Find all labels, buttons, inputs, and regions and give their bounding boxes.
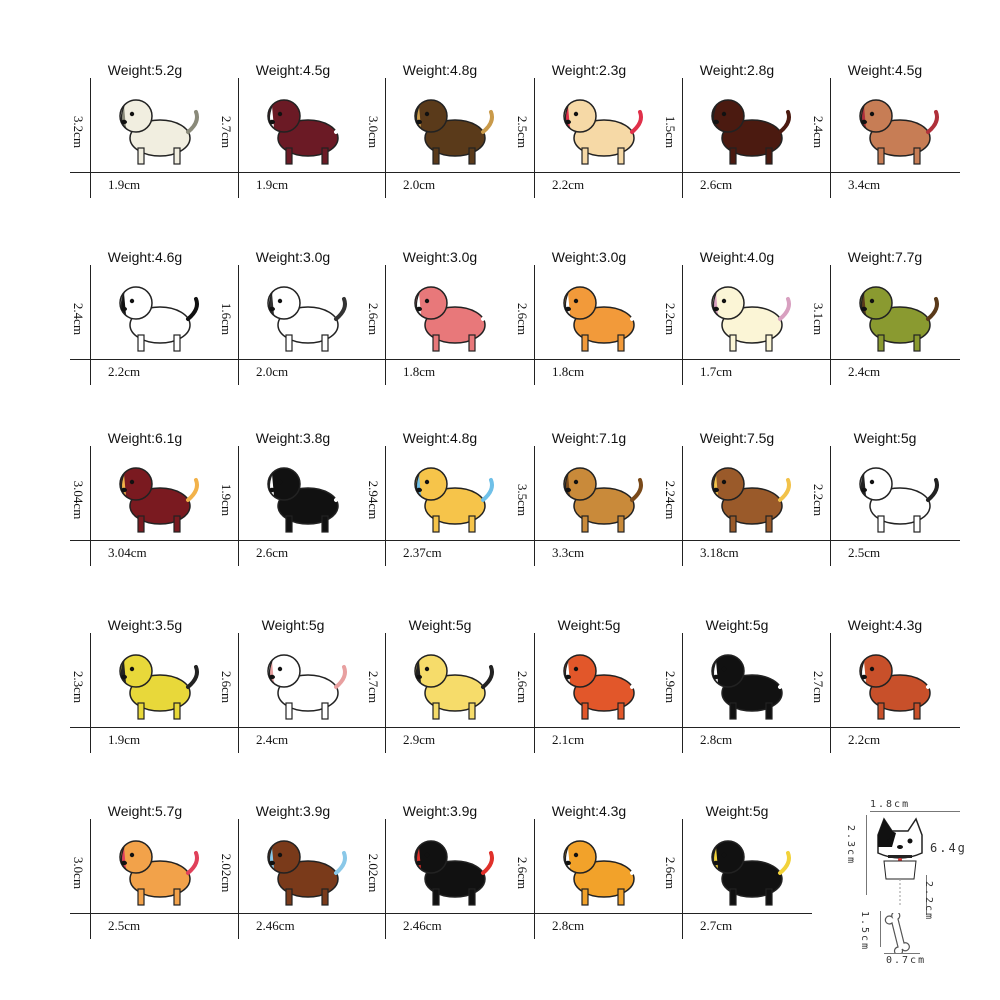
pin-cell bbox=[365, 430, 515, 610]
weight-label: Weight:5.7g bbox=[107, 803, 183, 819]
width-label: 1.9cm bbox=[108, 177, 141, 192]
shiba-pin-icon bbox=[836, 637, 954, 725]
weight-label: Weight:7.5g bbox=[699, 430, 775, 446]
detail-left-line bbox=[866, 815, 867, 895]
width-dimension-line bbox=[810, 359, 960, 360]
pin-cell bbox=[218, 430, 368, 610]
skater-dog-red-cap-pin-icon bbox=[391, 823, 509, 911]
pin-cell bbox=[218, 803, 368, 983]
weight-label: Weight:3.0g bbox=[402, 249, 478, 265]
width-dimension-line bbox=[810, 172, 960, 173]
skater-dog-blue-cap-pin-icon bbox=[244, 823, 362, 911]
width-label: 1.8cm bbox=[552, 364, 585, 379]
height-label: 2.7cm bbox=[219, 115, 234, 149]
height-label: 2.6cm bbox=[366, 302, 381, 336]
width-dimension-line bbox=[70, 359, 220, 360]
height-label: 2.4cm bbox=[811, 115, 826, 149]
weight-label: Weight:4.3g bbox=[847, 617, 923, 633]
weight-label: Weight:2.3g bbox=[551, 62, 627, 78]
width-label: 2.7cm bbox=[700, 918, 733, 933]
yellow-dog-pin-icon bbox=[96, 637, 214, 725]
width-dimension-line bbox=[514, 359, 664, 360]
width-dimension-line bbox=[662, 359, 812, 360]
height-label: 3.2cm bbox=[71, 115, 86, 149]
width-dimension-line bbox=[365, 359, 515, 360]
height-label: 2.2cm bbox=[663, 302, 678, 336]
height-label: 2.7cm bbox=[366, 670, 381, 704]
weight-label: Weight:3.8g bbox=[255, 430, 331, 446]
width-label: 3.4cm bbox=[848, 177, 881, 192]
width-label: 1.9cm bbox=[256, 177, 289, 192]
weight-label: Weight:5g bbox=[853, 430, 917, 446]
width-dimension-line bbox=[365, 172, 515, 173]
weight-label: Weight:5.2g bbox=[107, 62, 183, 78]
pin-cell bbox=[70, 430, 220, 610]
pin-cell bbox=[365, 617, 515, 797]
pin-cell bbox=[810, 617, 960, 797]
detail-height-label: 2.3cm bbox=[845, 825, 856, 866]
pink-ear-dog-pin-icon bbox=[391, 269, 509, 357]
pin-cell bbox=[514, 430, 664, 610]
detail-top-label: 1.8cm bbox=[870, 799, 911, 810]
width-dimension-line bbox=[365, 913, 515, 914]
weight-label: Weight:2.8g bbox=[699, 62, 775, 78]
height-label: 2.24cm bbox=[663, 480, 678, 520]
frenchie-face-pin-icon bbox=[836, 450, 954, 538]
weight-label: Weight:7.1g bbox=[551, 430, 627, 446]
weight-label: Weight:3.0g bbox=[551, 249, 627, 265]
weight-label: Weight:7.7g bbox=[847, 249, 923, 265]
height-label: 2.6cm bbox=[515, 302, 530, 336]
pin-cell bbox=[810, 430, 960, 610]
rainbow-wig-dog-pin-icon bbox=[391, 450, 509, 538]
weight-label: Weight:5g bbox=[261, 617, 325, 633]
height-label: 2.5cm bbox=[515, 115, 530, 149]
height-label: 2.6cm bbox=[663, 856, 678, 890]
weight-label: Weight:5g bbox=[705, 617, 769, 633]
bulldog-pin-icon bbox=[244, 269, 362, 357]
pin-cell bbox=[218, 617, 368, 797]
detail-bone-h-label: 1.5cm bbox=[859, 911, 870, 952]
weight-label: Weight:5g bbox=[705, 803, 769, 819]
width-label: 2.46cm bbox=[403, 918, 442, 933]
width-dimension-line bbox=[365, 540, 515, 541]
detail-keychain bbox=[830, 795, 990, 970]
width-label: 2.46cm bbox=[256, 918, 295, 933]
height-label: 1.5cm bbox=[663, 115, 678, 149]
pin-cell bbox=[70, 803, 220, 983]
pin-cell bbox=[662, 617, 812, 797]
height-label: 2.2cm bbox=[811, 483, 826, 517]
height-label: 3.0cm bbox=[71, 856, 86, 890]
pin-cell bbox=[662, 803, 812, 983]
weight-label: Weight:4.3g bbox=[551, 803, 627, 819]
width-dimension-line bbox=[365, 727, 515, 728]
pin-cell bbox=[514, 62, 664, 242]
height-label: 3.04cm bbox=[71, 480, 86, 520]
width-dimension-line bbox=[662, 540, 812, 541]
pin-cell bbox=[662, 62, 812, 242]
height-label: 2.4cm bbox=[71, 302, 86, 336]
pin-cell bbox=[218, 62, 368, 242]
height-label: 2.02cm bbox=[366, 853, 381, 893]
pin-cell bbox=[514, 803, 664, 983]
height-label: 1.9cm bbox=[219, 483, 234, 517]
corgi-butt-pin-icon bbox=[540, 823, 658, 911]
pin-cell bbox=[70, 249, 220, 429]
weight-label: Weight:4.5g bbox=[255, 62, 331, 78]
weight-label: Weight:5g bbox=[408, 617, 472, 633]
german-shepherd-pin-icon bbox=[391, 82, 509, 170]
width-dimension-line bbox=[514, 727, 664, 728]
height-label: 2.02cm bbox=[219, 853, 234, 893]
pin-cell bbox=[514, 249, 664, 429]
width-dimension-line bbox=[218, 172, 368, 173]
width-label: 3.18cm bbox=[700, 545, 739, 560]
width-label: 1.7cm bbox=[700, 364, 733, 379]
width-label: 2.6cm bbox=[700, 177, 733, 192]
weight-label: Weight:6.1g bbox=[107, 430, 183, 446]
width-dimension-line bbox=[70, 913, 220, 914]
weight-label: Weight:3.9g bbox=[255, 803, 331, 819]
dog-pile-pin-icon bbox=[540, 450, 658, 538]
width-dimension-line bbox=[662, 913, 812, 914]
pin-cell bbox=[662, 249, 812, 429]
white-frenchie-pin-icon bbox=[244, 637, 362, 725]
width-dimension-line bbox=[218, 359, 368, 360]
width-label: 2.5cm bbox=[108, 918, 141, 933]
pin-cell bbox=[365, 62, 515, 242]
width-dimension-line bbox=[514, 172, 664, 173]
width-dimension-line bbox=[514, 913, 664, 914]
pin-cell bbox=[810, 249, 960, 429]
dog-armchair-pin-icon bbox=[836, 269, 954, 357]
width-dimension-line bbox=[810, 540, 960, 541]
pin-cell bbox=[514, 617, 664, 797]
width-label: 2.0cm bbox=[256, 364, 289, 379]
width-label: 2.2cm bbox=[108, 364, 141, 379]
boston-terrier-pin-icon bbox=[688, 823, 806, 911]
pin-cell bbox=[810, 62, 960, 242]
width-dimension-line bbox=[514, 540, 664, 541]
width-dimension-line bbox=[662, 727, 812, 728]
weight-label: Weight:4.6g bbox=[107, 249, 183, 265]
detail-bone-vline bbox=[880, 911, 881, 947]
weight-label: Weight:4.0g bbox=[699, 249, 775, 265]
pug-pin-icon bbox=[391, 637, 509, 725]
width-dimension-line bbox=[70, 727, 220, 728]
brown-dachshund-pin-icon bbox=[688, 82, 806, 170]
height-label: 1.6cm bbox=[219, 302, 234, 336]
height-label: 2.94cm bbox=[366, 480, 381, 520]
detail-top-line bbox=[870, 811, 960, 812]
width-dimension-line bbox=[70, 540, 220, 541]
width-label: 2.4cm bbox=[848, 364, 881, 379]
width-label: 1.9cm bbox=[108, 732, 141, 747]
width-label: 2.8cm bbox=[700, 732, 733, 747]
weight-label: Weight:4.5g bbox=[847, 62, 923, 78]
golden-retriever-pin-icon bbox=[96, 823, 214, 911]
pin-cell bbox=[365, 249, 515, 429]
weight-label: Weight:3.0g bbox=[255, 249, 331, 265]
detail-bone-hline bbox=[884, 953, 920, 954]
weight-label: Weight:4.8g bbox=[402, 62, 478, 78]
height-label: 3.0cm bbox=[366, 115, 381, 149]
width-label: 2.0cm bbox=[403, 177, 436, 192]
width-label: 2.1cm bbox=[552, 732, 585, 747]
bone-charm-icon bbox=[884, 913, 918, 953]
width-label: 3.04cm bbox=[108, 545, 147, 560]
width-dimension-line bbox=[218, 727, 368, 728]
height-label: 2.6cm bbox=[515, 670, 530, 704]
hotdog-dachshund-pin-icon bbox=[688, 450, 806, 538]
height-label: 2.7cm bbox=[811, 670, 826, 704]
height-label: 2.6cm bbox=[219, 670, 234, 704]
cream-frenchie-pin-icon bbox=[688, 269, 806, 357]
width-label: 2.2cm bbox=[552, 177, 585, 192]
beagle-pin-icon bbox=[244, 82, 362, 170]
detail-weight-label: 6.4g bbox=[930, 841, 967, 855]
height-label: 2.6cm bbox=[515, 856, 530, 890]
orange-ear-dog-pin-icon bbox=[540, 269, 658, 357]
height-label: 3.1cm bbox=[811, 302, 826, 336]
width-label: 2.2cm bbox=[848, 732, 881, 747]
corgi-pin-icon bbox=[540, 637, 658, 725]
width-dimension-line bbox=[810, 727, 960, 728]
detail-chain-label: 2.2cm bbox=[923, 881, 934, 922]
weight-label: Weight:4.8g bbox=[402, 430, 478, 446]
width-dimension-line bbox=[70, 172, 220, 173]
width-label: 2.4cm bbox=[256, 732, 289, 747]
width-label: 3.3cm bbox=[552, 545, 585, 560]
labrador-pin-icon bbox=[96, 82, 214, 170]
height-label: 3.5cm bbox=[515, 483, 530, 517]
width-label: 2.9cm bbox=[403, 732, 436, 747]
height-label: 2.3cm bbox=[71, 670, 86, 704]
frenchie-keychain-icon bbox=[870, 817, 930, 907]
black-white-frenchie-pin-icon bbox=[688, 637, 806, 725]
width-dimension-line bbox=[218, 913, 368, 914]
pin-cell bbox=[365, 803, 515, 983]
width-label: 2.6cm bbox=[256, 545, 289, 560]
weight-label: Weight:3.5g bbox=[107, 617, 183, 633]
sunglasses-dog-pin-icon bbox=[540, 82, 658, 170]
width-label: 1.8cm bbox=[403, 364, 436, 379]
width-label: 2.37cm bbox=[403, 545, 442, 560]
pin-cell bbox=[70, 62, 220, 242]
skeleton-dachshund-pin-icon bbox=[244, 450, 362, 538]
detail-bone-w-label: 0.7cm bbox=[886, 955, 927, 966]
weight-label: Weight:5g bbox=[557, 617, 621, 633]
height-label: 2.9cm bbox=[663, 670, 678, 704]
width-label: 2.5cm bbox=[848, 545, 881, 560]
pin-cell bbox=[70, 617, 220, 797]
width-dimension-line bbox=[662, 172, 812, 173]
weight-label: Weight:3.9g bbox=[402, 803, 478, 819]
tan-dachshund-pin-icon bbox=[836, 82, 954, 170]
width-label: 2.8cm bbox=[552, 918, 585, 933]
width-dimension-line bbox=[218, 540, 368, 541]
pin-cell bbox=[218, 249, 368, 429]
pin-cell bbox=[662, 430, 812, 610]
dalmatian-pin-icon bbox=[96, 269, 214, 357]
golden-round-badge-pin-icon bbox=[96, 450, 214, 538]
